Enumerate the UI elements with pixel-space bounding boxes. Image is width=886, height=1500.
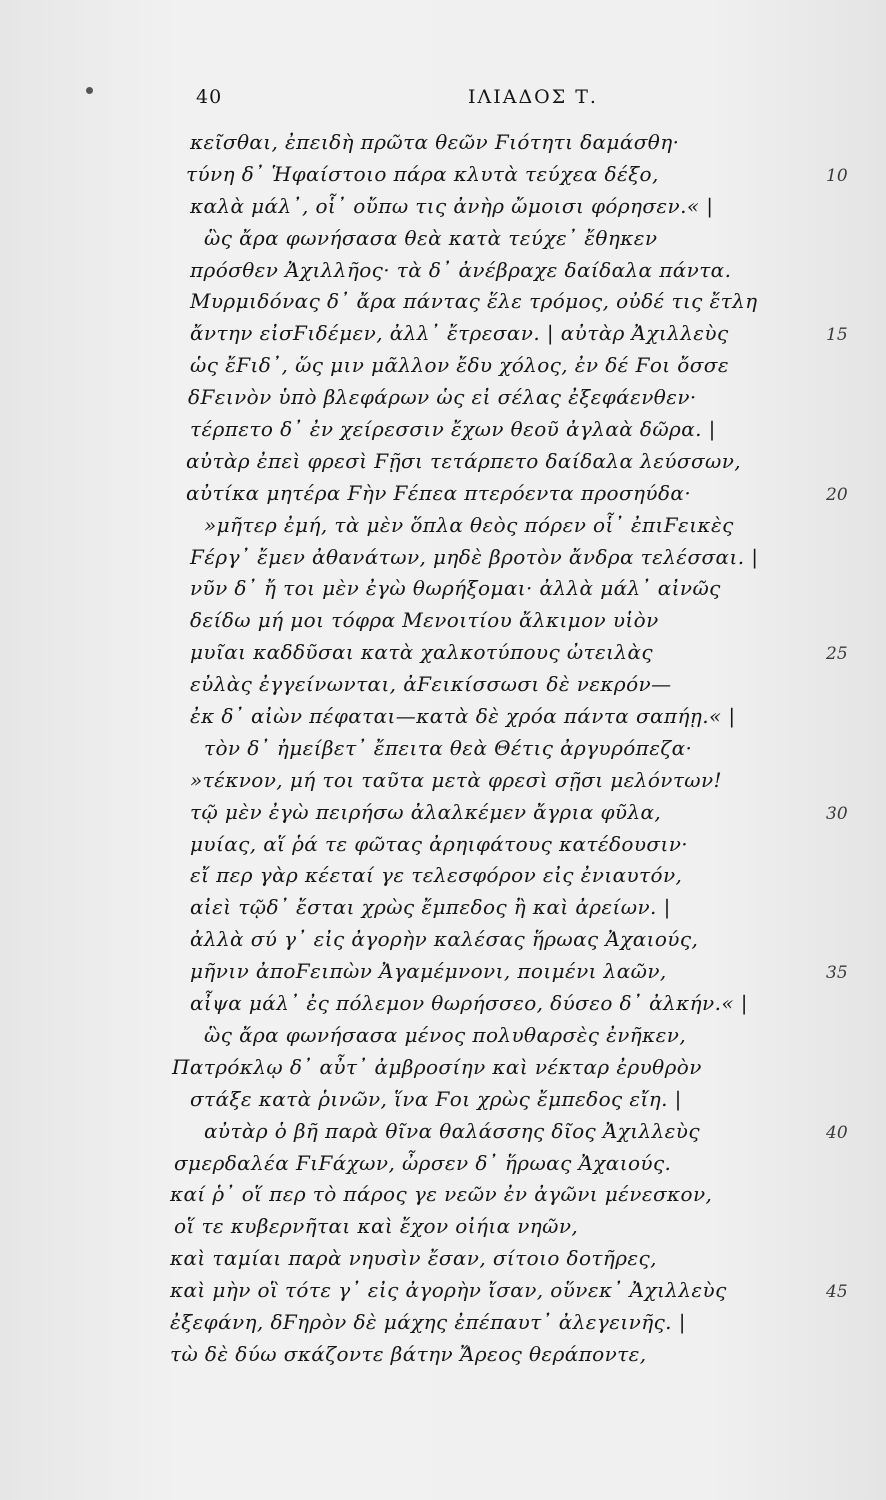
line-number: 30 (826, 803, 848, 824)
verse-text: καλὰ μάλ᾽, οἷ᾽ οὔπω τις ἀνὴρ ὤμοισι φόρησεν.« | (190, 193, 714, 218)
verse-line (0, 670, 886, 702)
verse-text: κεῖσθαι, ἐπειδὴ πρῶτα θεῶν Ϝιότητι δαμάσθη· (190, 130, 680, 154)
verse-line (0, 256, 886, 288)
line-number: 40 (826, 1122, 848, 1143)
verse-text: αὐτὰρ ἐπεὶ φρεσὶ Ϝῇσι τετάρπετο δαίδαλα λεύσσων, (186, 448, 742, 473)
verse-line (0, 1180, 886, 1212)
verse-line (0, 1053, 886, 1085)
verse-line (0, 830, 886, 862)
verse-text: Ϝέργ᾽ ἔμεν ἀθανάτων, μηδὲ βροτὸν ἄνδρα τελέσσαι. | (190, 544, 759, 569)
verse-text: ἐκ δ᾽ αἰὼν πέφαται—κατὰ δὲ χρόα πάντα σαπήῃ.« | (190, 704, 736, 729)
verse-line (0, 702, 886, 734)
verse-text: οἵ τε κυβερνῆται καὶ ἔχον οἰήια νηῶν, (174, 1214, 579, 1239)
verse-text: μυίας, αἵ ῥά τε φῶτας ἀρηιφάτους κατέδουσιν· (190, 831, 689, 856)
verse-line (0, 128, 886, 160)
verse-line (0, 638, 886, 670)
verse-line (0, 861, 886, 893)
verse-text: εἴ περ γὰρ κέεταί γε τελεσφόρον εἰς ἐνιαυτόν, (190, 863, 683, 888)
verse-text: »τέκνον, μή τοι ταῦτα μετὰ φρεσὶ σῇσι μελόντων! (190, 767, 722, 792)
verse-text: σμερδαλέα ϜιϜάχων, ὦρσεν δ᾽ ἥρωας Ἀχαιούς. (174, 1150, 672, 1175)
verse-line (0, 479, 886, 511)
ink-spot (86, 87, 93, 94)
verse-text: αὐτίκα μητέρα Ϝὴν Ϝέπεα πτερόεντα προσηύδα· (186, 480, 692, 505)
verse-line (0, 224, 886, 256)
verse-line (0, 192, 886, 224)
verse-text: μυῖαι καδδῦσαι κατὰ χαλκοτύπους ὠτειλὰς (190, 640, 653, 665)
verse-line (0, 1212, 886, 1244)
line-number: 15 (826, 325, 848, 346)
verse-text: ὣς ἄρα φωνήσασα μένος πολυθαρσὲς ἐνῆκεν, (204, 1022, 687, 1047)
verse-line (0, 543, 886, 575)
verse-text: στάξε κατὰ ῥινῶν, ἵνα Ϝοι χρὼς ἔμπεδος εἴη. | (190, 1086, 682, 1111)
line-number: 20 (826, 484, 848, 505)
verse-line (0, 447, 886, 479)
verse-text: ὣς ἄρα φωνήσασα θεὰ κατὰ τεύχε᾽ ἔθηκεν (204, 225, 658, 250)
verse-block (0, 128, 886, 1372)
line-number: 35 (826, 963, 848, 984)
verse-line (0, 1276, 886, 1308)
verse-text: ὡς ἔϜιδ᾽, ὥς μιν μᾶλλον ἔδυ χόλος, ἐν δέ Ϝοι ὄσσε (190, 353, 729, 378)
verse-line (0, 319, 886, 351)
verse-line (0, 766, 886, 798)
verse-text: πρόσθεν Ἀχιλλῆος· τὰ δ᾽ ἀνέβραχε δαίδαλα πάντα. (190, 257, 732, 282)
line-number: 45 (826, 1282, 848, 1303)
verse-line (0, 160, 886, 192)
verse-text: δϜεινὸν ὑπὸ βλεφάρων ὡς εἰ σέλας ἐξεφάενθεν· (188, 385, 697, 410)
verse-text: ἀλλὰ σύ γ᾽ εἰς ἀγορὴν καλέσας ἥρωας Ἀχαιούς, (190, 927, 699, 952)
verse-line (0, 734, 886, 766)
verse-text: μῆνιν ἀποϜειπὼν Ἀγαμέμνονι, ποιμένι λαῶν, (190, 959, 667, 984)
verse-line (0, 1340, 886, 1372)
verse-text: καὶ μὴν οἳ τότε γ᾽ εἰς ἀγορὴν ἴσαν, οὕνεκ᾽ Ἀχιλλεὺς (170, 1278, 727, 1303)
verse-line (0, 1244, 886, 1276)
verse-text: αὐτὰρ ὁ βῆ παρὰ θῖνα θαλάσσης δῖος Ἀχιλλεὺς (204, 1118, 700, 1143)
verse-text: εὐλὰς ἐγγείνωνται, ἀϜεικίσσωσι δὲ νεκρόν— (190, 672, 672, 697)
verse-text: τῷ μὲν ἐγὼ πειρήσω ἀλαλκέμεν ἄγρια φῦλα, (190, 799, 662, 824)
verse-line (0, 957, 886, 989)
verse-line (0, 287, 886, 319)
page-number: 40 (196, 86, 223, 108)
verse-text: »μῆτερ ἐμή, τὰ μὲν ὅπλα θεὸς πόρεν οἷ᾽ ἐπιϜεικὲς (204, 512, 734, 537)
line-number: 25 (826, 644, 848, 665)
verse-text: ἄντην εἰσϜιδέμεν, ἀλλ᾽ ἔτρεσαν. | αὐτὰρ Ἀχιλλεὺς (190, 321, 729, 346)
verse-text: νῦν δ᾽ ἤ τοι μὲν ἐγὼ θωρήξομαι· ἀλλὰ μάλ᾽ αἰνῶς (190, 576, 721, 601)
verse-text: Μυρμιδόνας δ᾽ ἄρα πάντας ἕλε τρόμος, οὐδέ τις ἔτλη (190, 289, 758, 314)
verse-line (0, 383, 886, 415)
verse-line (0, 798, 886, 830)
verse-text: τέρπετο δ᾽ ἐν χείρεσσιν ἔχων θεοῦ ἀγλαὰ δῶρα. | (190, 417, 716, 442)
verse-text: τὸν δ᾽ ἠμείβετ᾽ ἔπειτα θεὰ Θέτις ἀργυρόπεζα· (204, 735, 693, 760)
verse-line (0, 606, 886, 638)
verse-line (0, 893, 886, 925)
verse-line (0, 1021, 886, 1053)
verse-line (0, 925, 886, 957)
verse-line (0, 511, 886, 543)
verse-text: δείδω μή μοι τόφρα Μενοιτίου ἄλκιμον υἱὸν (190, 608, 659, 633)
verse-text: αἰεὶ τῷδ᾽ ἔσται χρὼς ἔμπεδος ἢ καὶ ἀρείων. | (190, 895, 671, 920)
verse-line (0, 351, 886, 383)
verse-line (0, 415, 886, 447)
verse-line (0, 1308, 886, 1340)
verse-line (0, 989, 886, 1021)
verse-text: τύνη δ᾽ Ἡφαίστοιο πάρα κλυτὰ τεύχεα δέξο, (186, 161, 659, 186)
verse-text: αἶψα μάλ᾽ ἐς πόλεμον θωρήσσεο, δύσεο δ᾽ ἀλκήν.« | (190, 991, 748, 1016)
verse-line (0, 1149, 886, 1181)
verse-line (0, 574, 886, 606)
verse-text: Πατρόκλῳ δ᾽ αὖτ᾽ ἀμβροσίην καὶ νέκταρ ἐρυθρὸν (172, 1054, 702, 1079)
verse-text: τὼ δὲ δύω σκάζοντε βάτην Ἄρεος θεράποντε, (170, 1341, 647, 1366)
verse-line (0, 1117, 886, 1149)
verse-text: καὶ ταμίαι παρὰ νηυσὶν ἔσαν, σίτοιο δοτῆρες, (170, 1246, 657, 1271)
running-title: ΙΛΙΑΔΟΣ Τ. (468, 86, 598, 108)
verse-text: καί ῥ᾽ οἵ περ τὸ πάρος γε νεῶν ἐν ἀγῶνι μένεσκον, (170, 1182, 713, 1207)
verse-line (0, 1085, 886, 1117)
verse-text: ἐξεφάνη, δϜηρὸν δὲ μάχης ἐπέπαυτ᾽ ἀλεγεινῆς. | (170, 1309, 686, 1334)
line-number: 10 (826, 165, 848, 186)
